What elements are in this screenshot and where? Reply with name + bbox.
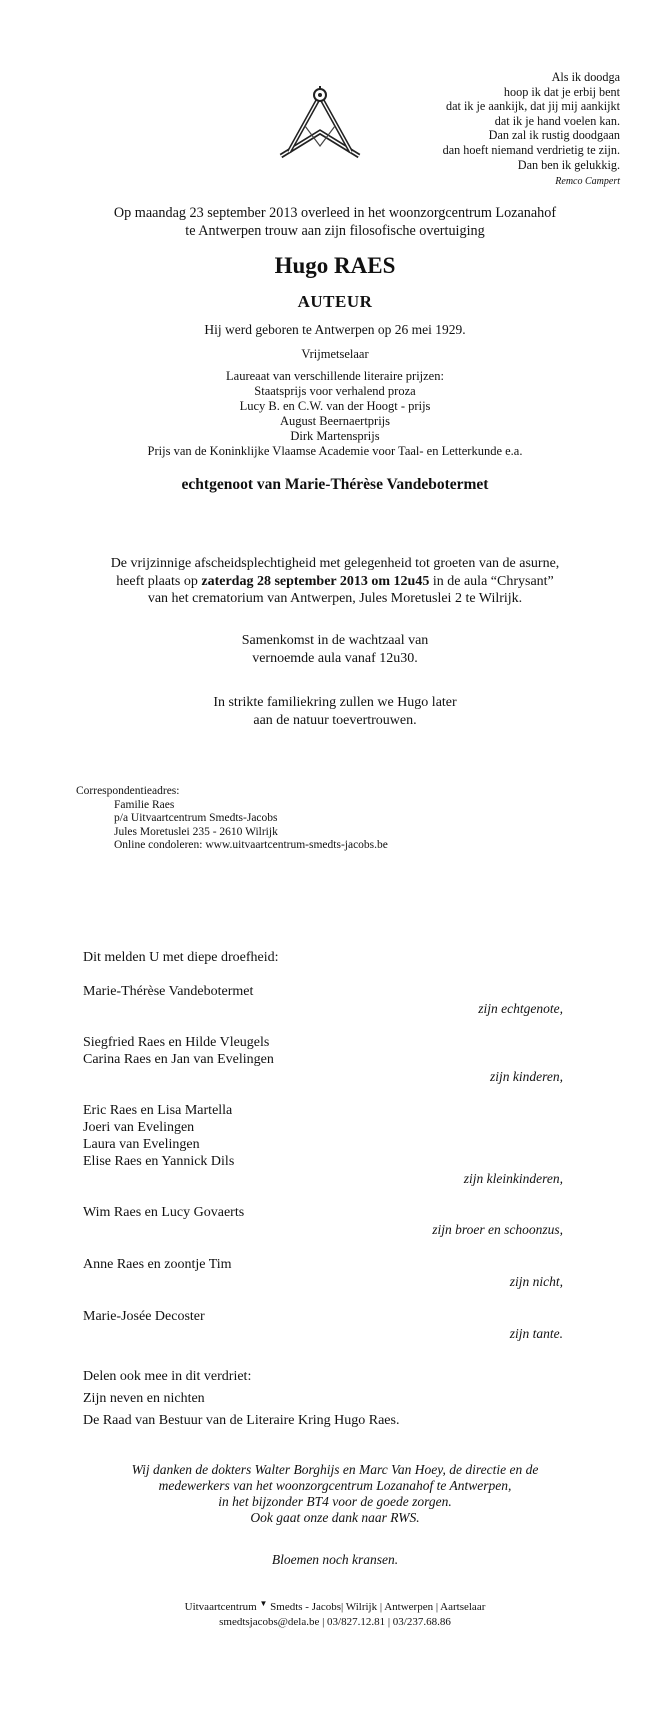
correspondence-address (76, 785, 388, 853)
family-name: Siegfried Raes en Hilde Vleugels (83, 1035, 270, 1050)
ceremony-line: van het crematorium van Antwerpen, Jules Moretuslei 2 te Wilrijk. (147, 591, 523, 606)
footer-brand: Uitvaartcentrum (184, 1601, 257, 1613)
relation-label: zijn broer en schoonzus, (432, 1222, 563, 1237)
also-grieving-line: Zijn neven en nichten (83, 1391, 205, 1406)
poem-line: Als ik doodga (551, 70, 620, 84)
relation-label: zijn kinderen, (490, 1069, 563, 1084)
flowers-note: Bloemen noch kransen. (271, 1552, 399, 1567)
poem-line: Dan zal ik rustig doodgaan (488, 128, 620, 143)
family-circle-line: aan de natuur toevertrouwen. (253, 712, 417, 728)
address-line: Jules Moretuslei 235 - 2610 Wilrijk (114, 825, 278, 838)
prize-line: Lucy B. en C.W. van der Hoogt - prijs (239, 399, 431, 413)
relation-label: zijn echtgenote, (478, 1001, 563, 1016)
ceremony-line (0, 573, 670, 591)
gathering-line: Samenkomst in de wachtzaal van (241, 633, 429, 648)
also-grieving-line: De Raad van Bestuur van de Literaire Kring Hugo Raes. (83, 1413, 400, 1428)
gathering-info (0, 632, 670, 667)
ceremony-date: zaterdag 28 september 2013 om 12u45 (201, 573, 430, 589)
thanks-line: medewerkers van het woonzorgcentrum Lozanahof te Antwerpen, (158, 1478, 512, 1493)
gathering-line: vernoemde aula vanaf 12u30. (252, 650, 418, 666)
triangle-down-icon: ▼ (259, 1599, 268, 1608)
family-circle-info (0, 694, 670, 729)
address-line: p/a Uitvaartcentrum Smedts-Jacobs (114, 812, 278, 824)
poem-line: dat ik je aankijk, dat jij mij aankijkt (446, 99, 620, 114)
family-name: Laura van Evelingen (83, 1137, 200, 1152)
relation-label: zijn tante. (509, 1326, 563, 1341)
ceremony-text: in de aula “Chrysant” (429, 573, 554, 589)
ceremony-info (0, 555, 670, 608)
poem-line: dat ik je hand voelen kan. (494, 113, 620, 128)
spouse-line: echtgenoot van Marie-Thérèse Vandebotermet (181, 476, 489, 493)
relation-label: zijn kleinkinderen, (463, 1171, 563, 1186)
freemason-label: Vrijmetselaar (301, 347, 369, 361)
deceased-role: AUTEUR (297, 292, 373, 311)
family-name: Wim Raes en Lucy Govaerts (83, 1205, 245, 1220)
poem-author: Remco Campert (555, 176, 620, 188)
prize-line: Staatsprijs voor verhalend proza (254, 384, 416, 398)
prize-line: Prijs van de Koninklijke Vlaamse Academie voor Taal- en Letterkunde e.a. (147, 444, 523, 458)
intro-line: Op maandag 23 september 2013 overleed in het woonzorgcentrum Lozanahof (113, 205, 557, 221)
family-name: Marie-Josée Decoster (83, 1309, 205, 1324)
thanks-line: in het bijzonder BT4 voor de goede zorgen. (218, 1494, 452, 1509)
family-name: Joeri van Evelingen (83, 1120, 195, 1135)
notification-intro: Dit melden U met diepe droefheid: (83, 950, 279, 965)
family-name: Anne Raes en zoontje Tim (83, 1257, 232, 1272)
death-announcement (0, 205, 670, 240)
family-name: Eric Raes en Lisa Martella (83, 1103, 233, 1118)
footer-locations: Smedts - Jacobs| Wilrijk | Antwerpen | Aartselaar (267, 1601, 486, 1613)
correspondence-label: Correspondentieadres: (76, 785, 180, 797)
prize-line: Laureaat van verschillende literaire prijzen: (226, 369, 444, 383)
prizes-list (0, 369, 670, 459)
poem (443, 70, 620, 190)
intro-line: te Antwerpen trouw aan zijn filosofische overtuiging (185, 222, 485, 239)
family-name: Marie-Thérèse Vandebotermet (83, 984, 254, 999)
relation-label: zijn nicht, (509, 1274, 563, 1289)
family-name: Carina Raes en Jan van Evelingen (83, 1052, 274, 1067)
family-name: Elise Raes en Yannick Dils (83, 1154, 235, 1169)
address-line: Familie Raes (114, 798, 175, 811)
condolence-link[interactable]: Online condoleren: www.uitvaartcentrum-smedts-jacobs.be (114, 839, 388, 851)
birth-line: Hij werd geboren te Antwerpen op 26 mei 1929. (204, 322, 466, 337)
family-circle-line: In strikte familiekring zullen we Hugo later (213, 695, 457, 710)
thanks-line: Ook gaat onze dank naar RWS. (250, 1510, 420, 1525)
funeral-home-footer (0, 1597, 670, 1629)
thanks-line: Wij danken de dokters Walter Borghijs en Marc Van Hoey, de directie en de (131, 1462, 539, 1477)
square-and-compass-icon (275, 86, 365, 162)
poem-line: Dan ben ik gelukkig. (517, 157, 620, 172)
ceremony-text: heeft plaats op (116, 573, 202, 589)
footer-contact: smedtsjacobs@dela.be | 03/827.12.81 | 03/237.68.86 (219, 1615, 451, 1628)
prize-line: August Beernaertprijs (279, 414, 391, 428)
poem-line: dan hoeft niemand verdrietig te zijn. (442, 142, 620, 157)
thanks-note (0, 1462, 670, 1526)
poem-line: hoop ik dat je erbij bent (503, 84, 620, 99)
ceremony-line: De vrijzinnige afscheidsplechtigheid met gelegenheid tot groeten van de asurne, (110, 556, 560, 571)
also-grieving-line: Delen ook mee in dit verdriet: (83, 1369, 252, 1384)
footer-line (0, 1597, 670, 1615)
deceased-name: Hugo RAES (274, 253, 396, 278)
prize-line: Dirk Martensprijs (290, 429, 380, 443)
